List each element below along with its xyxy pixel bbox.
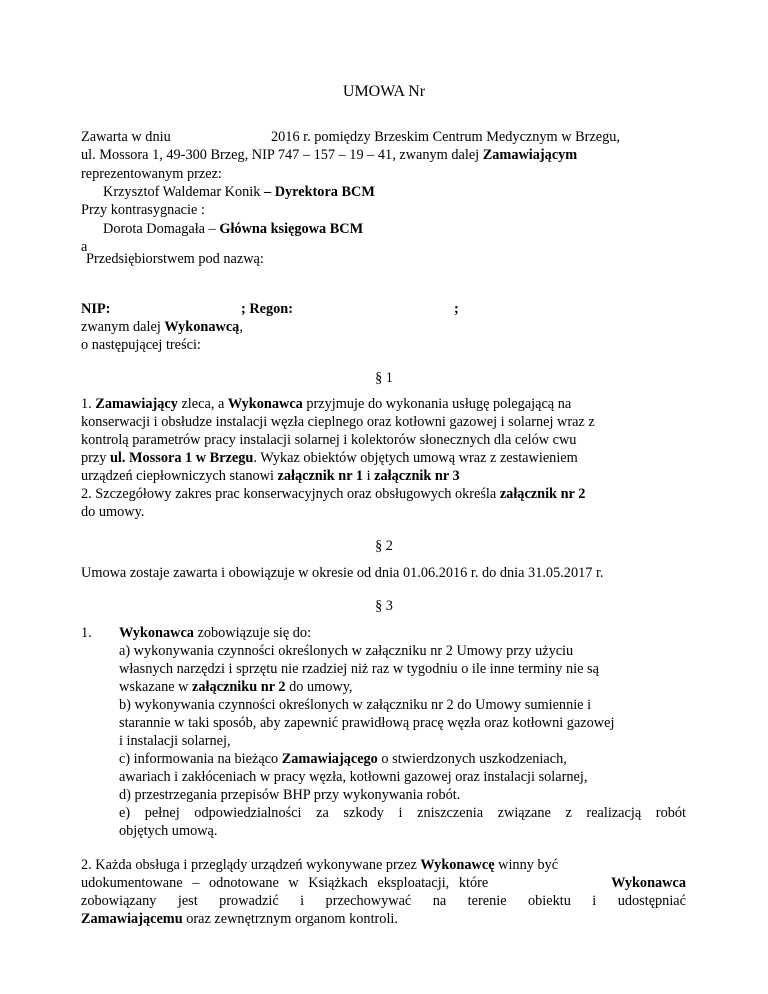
s3-p2-line3: zobowiązany jest prowadzić i przechowywać na terenie obiektu i udostępniać xyxy=(81,893,686,909)
s1-address: ul. Mossora 1 w Brzegu xyxy=(109,450,254,466)
s3-item-b-line2: starannie w taki sposób, aby zapewnić prawidłową pracę węzła oraz kotłowni gazowej xyxy=(119,715,615,731)
s3-item-e-line2: objętych umową. xyxy=(119,823,218,839)
section-2-heading: § 2 xyxy=(375,538,393,554)
s1-at: przy xyxy=(81,450,110,466)
semicolon-text: ; xyxy=(454,301,459,317)
s3-p1-line1 xyxy=(119,625,311,642)
regon-text: ; Regon: xyxy=(241,301,294,317)
s3-p2-contractor2: Wykonawca xyxy=(611,875,686,891)
s3-item-a-line1: a) wykonywania czynności określonych w załączniku nr 2 Umowy przy użyciu xyxy=(119,643,574,659)
intro-director-role: – Dyrektora BCM xyxy=(263,184,375,200)
s3-p2-ordering-party: Zamawiającemu xyxy=(81,911,183,927)
s1-p1-line5 xyxy=(81,468,460,485)
contractor-nip-label xyxy=(81,301,110,318)
s3-p2-contractor: Wykonawcę xyxy=(420,857,495,873)
s3-item-a-line2: własnych narzędzi i sprzętu nie rzadziej niż raz w tygodniu o ile inne terminy nie są xyxy=(119,661,599,677)
s3-item-d-line1: d) przestrzegania przepisów BHP przy wykonywania robót. xyxy=(119,787,461,803)
s3-p2-line1 xyxy=(81,857,558,874)
nip-text: NIP: xyxy=(81,301,111,317)
s1-p1-line4 xyxy=(81,450,578,467)
s1-and: i xyxy=(363,468,375,484)
contractor-regon-label xyxy=(241,301,293,318)
intro-parties-line: 2016 r. pomiędzy Brzeskim Centrum Medycznym w Brzegu, xyxy=(271,129,621,145)
s3-a-end: do umowy, xyxy=(285,679,353,695)
s1-text4: urządzeń ciepłowniczych stanowi xyxy=(81,468,278,484)
s1-p1-line1 xyxy=(81,396,571,413)
intro-accountant-name: Dorota Domagała – xyxy=(103,221,220,237)
s3-p2-text2: winny być xyxy=(494,857,559,873)
s3-p2-line4 xyxy=(81,911,398,928)
s3-contractor: Wykonawca xyxy=(119,625,194,641)
comma-text: , xyxy=(239,319,243,335)
intro-address-line xyxy=(81,147,577,164)
s1-p1-line3: kontrolą parametrów pracy instalacji solarnej i kolektorów słonecznych dla celów cwu xyxy=(81,432,577,448)
intro-accountant-role: Główna księgowa BCM xyxy=(219,221,364,237)
section-1-heading: § 1 xyxy=(375,370,393,386)
s1-annex2: załącznik nr 2 xyxy=(499,486,586,502)
contractor-content-line: o następującej treści: xyxy=(81,337,201,353)
s1-text3: . Wykaz obiektów objętych umową wraz z zestawieniem xyxy=(253,450,578,466)
intro-address-text: ul. Mossora 1, 49-300 Brzeg, NIP 747 – 157 – 19 – 41, zwanym dalej xyxy=(81,147,483,163)
s1-p2-line2: do umowy. xyxy=(81,504,145,520)
s3-item-b-line3: i instalacji solarnej, xyxy=(119,733,231,749)
intro-director-line xyxy=(103,184,375,201)
intro-and: a xyxy=(81,239,88,255)
section-3-heading: § 3 xyxy=(375,598,393,614)
s1-p1-line2: konserwacji i obsłudze instalacji węzła cieplnego oraz kotłowni gazowej i solarnej wraz z xyxy=(81,414,595,430)
s1-ordering-party: Zamawiający xyxy=(95,396,178,412)
intro-director-name: Krzysztof Waldemar Konik xyxy=(103,184,264,200)
s3-item-c-line1 xyxy=(119,751,567,768)
s3-p2-line2 xyxy=(81,875,686,892)
contractor-name: Wykonawcą xyxy=(164,319,240,335)
s3-p2-text1: 2. Każda obsługa i przeglądy urządzeń wykonywane przez xyxy=(81,857,421,873)
s3-item-b-line1: b) wykonywania czynności określonych w załączniku nr 2 do Umowy sumiennie i xyxy=(119,697,592,713)
s1-num: 1. xyxy=(81,396,96,412)
s1-text1: zleca, a xyxy=(177,396,228,412)
contractor-called-line xyxy=(81,319,243,336)
s3-obliges: zobowiązuje się do: xyxy=(193,625,312,641)
s1-text2: przyjmuje do wykonania usługę polegającą na xyxy=(302,396,572,412)
called-text: zwanym dalej xyxy=(81,319,165,335)
s3-a-annex: załączniku nr 2 xyxy=(192,679,286,695)
intro-accountant-line xyxy=(103,221,363,238)
s3-c-ordering-party: Zamawiającego xyxy=(281,751,378,767)
intro-countersign-label: Przy kontrasygnacie : xyxy=(81,202,205,218)
intro-company-label: Przedsiębiorstwem pod nazwą: xyxy=(86,251,264,267)
s3-c-text: c) informowania na bieżąco xyxy=(119,751,282,767)
s1-annex3: załącznik nr 3 xyxy=(374,468,460,484)
s3-item-a-line3 xyxy=(119,679,353,696)
s1-p2-line1 xyxy=(81,486,585,503)
s3-item-e-line1: e) pełnej odpowiedzialności za szkody i zniszczenia związane z realizacją robót xyxy=(119,805,686,821)
intro-date-label: Zawarta w dniu xyxy=(81,129,171,145)
intro-represented-by: reprezentowanym przez: xyxy=(81,166,222,182)
s3-c-end: o stwierdzonych uszkodzeniach, xyxy=(377,751,567,767)
intro-ordering-party: Zamawiającym xyxy=(482,147,578,163)
s1-annex1: załącznik nr 1 xyxy=(277,468,364,484)
s3-p2-text3: udokumentowane – odnotowane w Książkach eksploatacji, które xyxy=(81,875,498,891)
s3-a-text: wskazane w xyxy=(119,679,193,695)
s1-p2-text: 2. Szczegółowy zakres prac konserwacyjnych oraz obsługowych określa xyxy=(81,486,500,502)
s1-contractor: Wykonawca xyxy=(227,396,303,412)
s3-p2-text4: oraz zewnętrznym organom kontroli. xyxy=(182,911,398,927)
contractor-semicolon xyxy=(454,301,459,318)
s2-text: Umowa zostaje zawarta i obowiązuje w okresie od dnia 01.06.2016 r. do dnia 31.05.2017 r. xyxy=(81,565,604,581)
s3-item-c-line2: awariach i zakłóceniach w pracy węzła, kotłowni gazowej oraz instalacji solarnej, xyxy=(119,769,588,785)
s3-p1-num: 1. xyxy=(81,625,92,641)
document-title: UMOWA Nr xyxy=(342,83,426,100)
